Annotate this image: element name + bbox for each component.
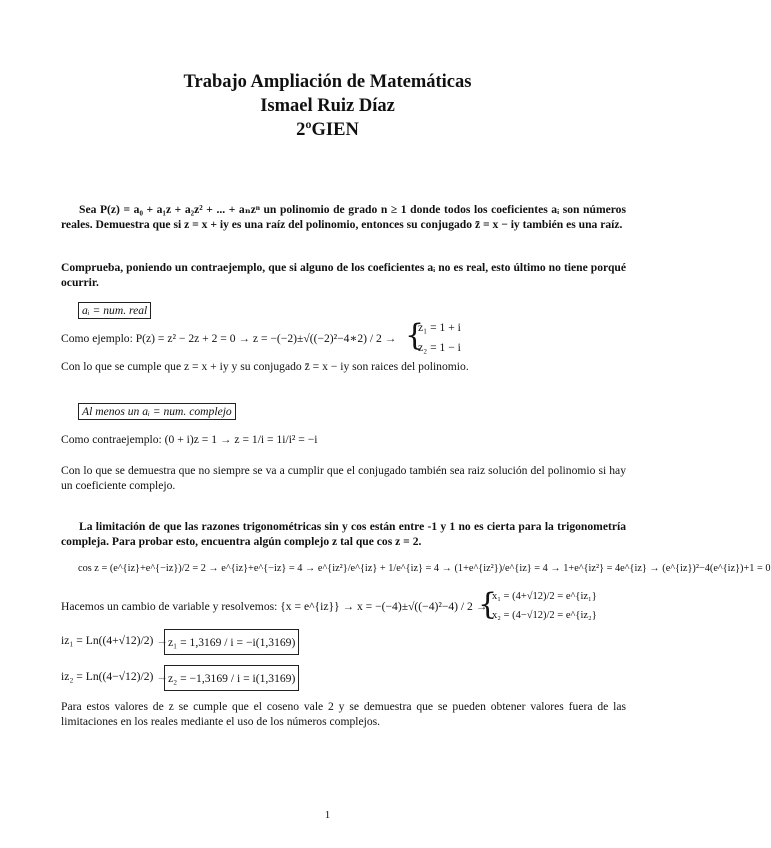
brace-symbol: {: [405, 318, 425, 353]
example-equation: Como ejemplo: P(z) = z² − 2z + 2 = 0 → z = −(−2)±√((−2)²−4∗2) / 2 →: [61, 332, 397, 345]
case-real-box: aᵢ = num. real: [78, 302, 151, 319]
iz2-equation: iz₂ = Ln((4−√12)/2) →: [61, 670, 168, 683]
root-z1: z₁ = 1 + i: [418, 321, 461, 334]
brace-symbol-2: {: [478, 587, 498, 622]
problem1-statement: Sea P(z) = a₀ + a₁z + a₂z² + ... + aₙzⁿ un polinomio de grado n ≥ 1 donde todos los coeficientes aᵢ son números reales. Demuestra que si z = x + iy es una raíz del polinomio, entonces su conjugado z̄ = x − iy también es una raíz.: [61, 203, 626, 231]
counter-example: Como contraejemplo: (0 + i)z = 1 → z = 1/i = 1i/i² = −i: [61, 433, 318, 446]
problem2-statement: La limitación de que las razones trigonométricas sin y cos están entre -1 y 1 no es cierta para la trigonometría compleja. Para probar esto, encuentra algún complejo z tal que cos z = 2.: [61, 520, 626, 548]
problem2-conclusion: Para estos valores de z se cumple que el coseno vale 2 y se demuestra que se pueden obtener valores fuera de las limitaciones en los reales mediante el uso de los números complejos.: [61, 700, 626, 728]
page-number: 1: [324, 809, 331, 821]
author-name: Ismael Ruiz Díaz: [260, 96, 395, 116]
cosine-equation: cos z = (e^{iz}+e^{−iz})/2 = 2 → e^{iz}+e^{−iz} = 4 → e^{iz²}/e^{iz} + 1/e^{iz} = 4 → (1+e^{iz²})/e^{iz} = 4 → 1+e^{iz²} = 4e^{iz} → (e^{iz})²−4(e^{iz})+1 = 0: [78, 563, 771, 574]
root-x2: x₂ = (4−√12)/2 = e^{iz₂}: [492, 610, 597, 621]
root-x1: x₁ = (4+√12)/2 = e^{iz₁}: [492, 591, 597, 602]
document-title: Trabajo Ampliación de Matemáticas: [183, 72, 472, 92]
conclusion-real: Con lo que se cumple que z = x + iy y su conjugado z̄ = x − iy son raices del polinomio.: [61, 360, 469, 373]
problem1-task: Comprueba, poniendo un contraejemplo, que si alguno de los coeficientes aᵢ no es real, esto último no tiene porqué ocurrir.: [61, 261, 626, 289]
case-complex-box: Al menos un aᵢ = num. complejo: [78, 403, 236, 420]
course-label: 2ºGIEN: [296, 120, 359, 140]
variable-change: Hacemos un cambio de variable y resolvemos: {x = e^{iz}} → x = −(−4)±√((−4)²−4) / 2 →: [61, 600, 488, 613]
conclusion-complex: Con lo que se demuestra que no siempre se va a cumplir que el conjugado también sea raiz solución del polinomio si hay un coeficiente complejo.: [61, 464, 626, 492]
z1-result-box: z₁ = 1,3169 / i = −i(1,3169): [164, 629, 299, 655]
root-z2: z₂ = 1 − i: [418, 341, 461, 354]
z2-result-box: z₂ = −1,3169 / i = i(1,3169): [164, 665, 299, 691]
iz1-equation: iz₁ = Ln((4+√12)/2) →: [61, 634, 168, 647]
